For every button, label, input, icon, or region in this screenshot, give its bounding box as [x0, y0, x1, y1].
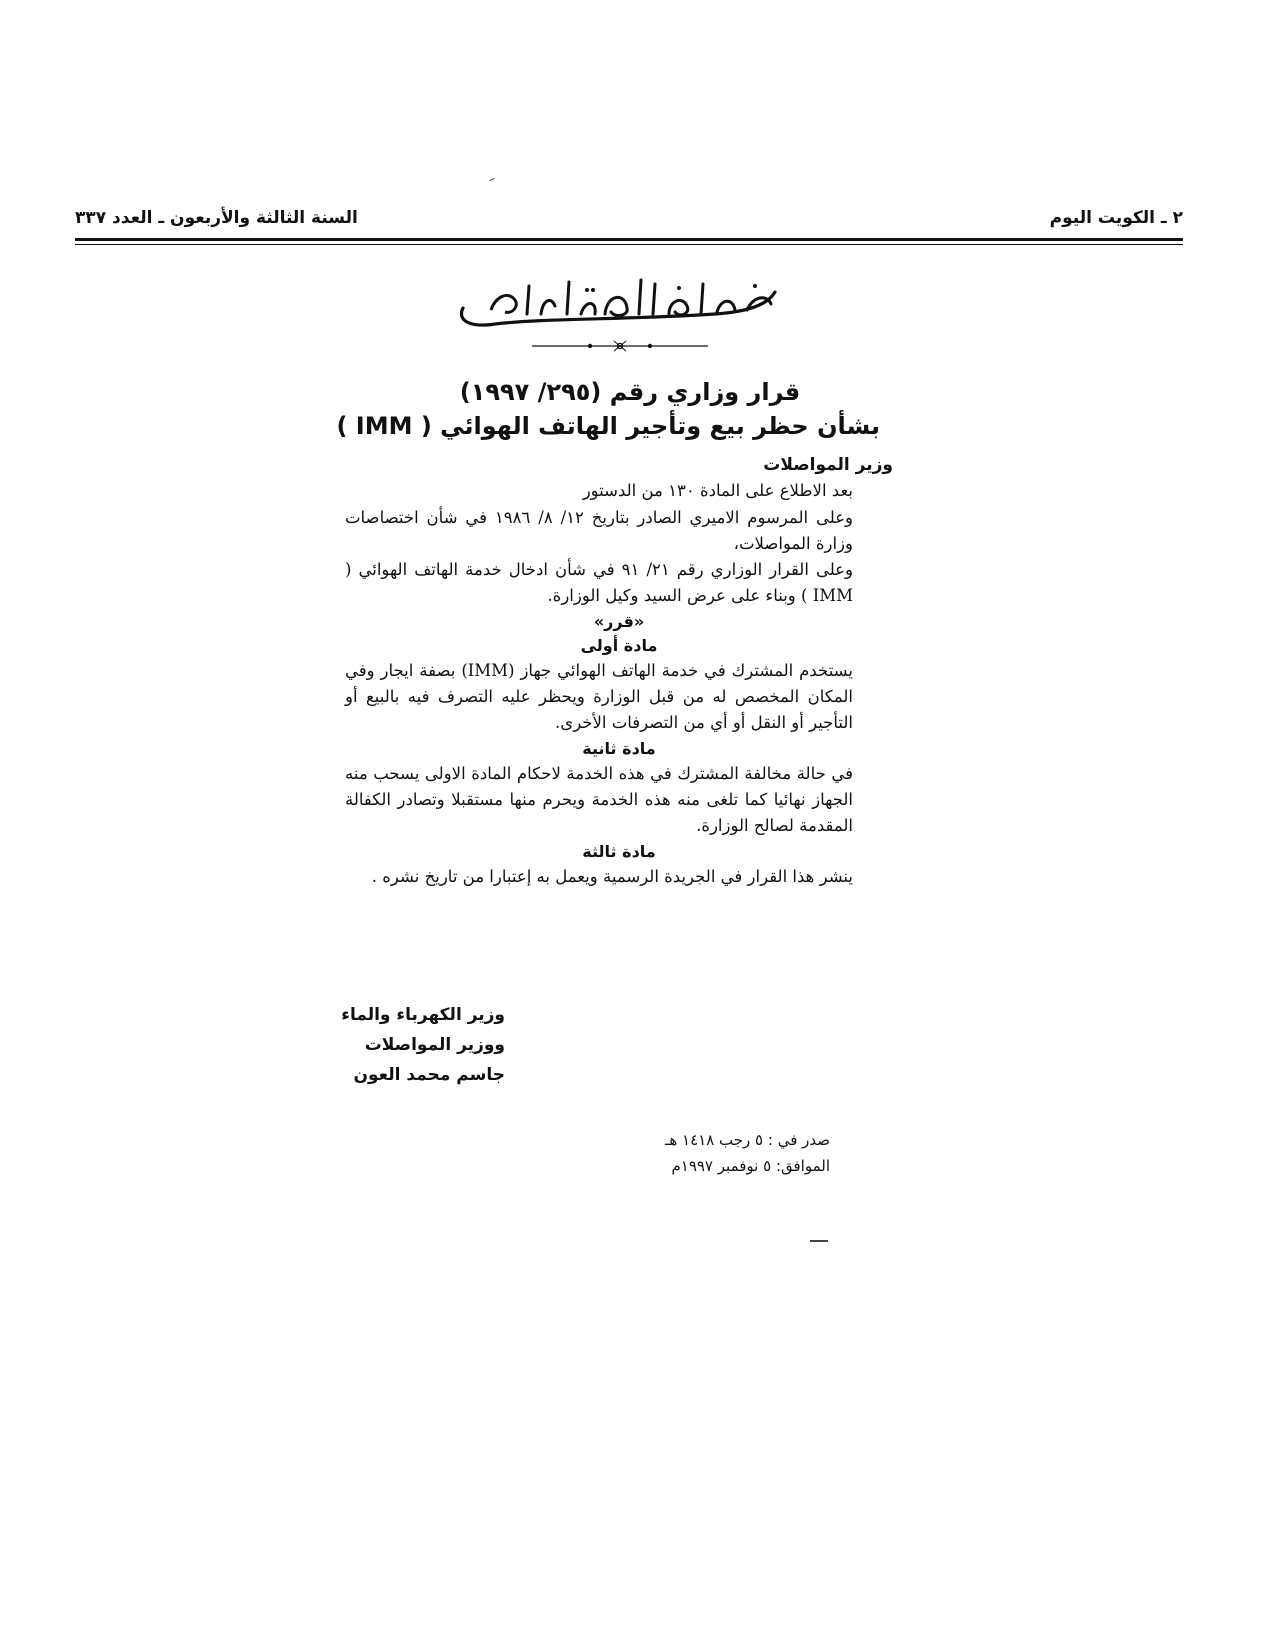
article-1-heading: مادة أولى: [580, 635, 658, 655]
issue-dates: [640, 1127, 830, 1179]
gregorian-date: الموافق: ٥ نوفمبر ١٩٩٧م: [671, 1157, 830, 1175]
signatory-title-2: ووزير المواصلات: [364, 1035, 505, 1055]
page-header: [75, 208, 1183, 248]
header-rule-thin: [75, 244, 1183, 245]
article-3-text: ينشر هذا القرار في الجريدة الرسمية ويعمل به إعتبارا من تاريخ نشره .: [371, 866, 853, 886]
page-end-mark: [810, 1240, 828, 1242]
minister-heading: وزير المواصلات: [763, 455, 893, 475]
ministry-calligraphy-logo: [455, 270, 785, 330]
gazette-name-page-number: ٢ ـ الكويت اليوم: [1049, 208, 1183, 228]
decided-heading: «قرر»: [593, 611, 645, 631]
signatory-name: جاسم محمد العون: [353, 1065, 505, 1085]
hijri-date: صدر في : ٥ رجب ١٤١٨ هـ: [664, 1131, 830, 1149]
decision-body: [345, 452, 893, 890]
scan-speck: [489, 178, 495, 181]
article-2-heading: مادة ثانية: [582, 738, 656, 758]
article-1-text: يستخدم المشترك في خدمة الهاتف الهوائي جهاز (IMM) بصفة ايجار وفي المكان المخصص له من قبل الوزارة ويحظر عليه التصرف فيه بالبيع أو التأجير أو النقل أو أي من التصرفات الأخرى.: [345, 660, 853, 733]
signature-block: [335, 1000, 505, 1090]
decision-title: قرار وزاري رقم (٢٩٥/ ١٩٩٧): [459, 378, 801, 406]
decision-subject: بشأن حظر بيع وتأجير الهاتف الهوائي ( IMM ): [336, 412, 880, 440]
article-3-heading: مادة ثالثة: [582, 841, 656, 861]
article-2-text: في حالة مخالفة المشترك في هذه الخدمة لاحكام المادة الاولى يسحب منه الجهاز نهائيا كما تلغى منه هذه الخدمة ويحرم منها مستقبلا وتصادر الكفالة المقدمة لصالح الوزارة.: [345, 763, 853, 836]
ministry-calligraphy-icon: [455, 270, 785, 330]
header-rule-thick: [75, 238, 1183, 241]
ornament-icon: [530, 339, 710, 353]
preamble-decree: وعلى المرسوم الاميري الصادر بتاريخ ١٢/ ٨/ ١٩٨٦ في شأن اختصاصات وزارة المواصلات،: [345, 507, 853, 553]
signatory-title-1: وزير الكهرباء والماء: [341, 1005, 505, 1025]
ornamental-divider: [530, 339, 710, 353]
preamble-constitution: بعد الاطلاع على المادة ١٣٠ من الدستور: [582, 481, 853, 501]
preamble-ministerial-decision: وعلى القرار الوزاري رقم ٢١/ ٩١ في شأن ادخال خدمة الهاتف الهوائي ( IMM ) وبناء على عرض السيد وكيل الوزارة.: [345, 560, 853, 606]
issue-info: السنة الثالثة والأربعون ـ العدد ٣٣٧: [75, 208, 358, 228]
